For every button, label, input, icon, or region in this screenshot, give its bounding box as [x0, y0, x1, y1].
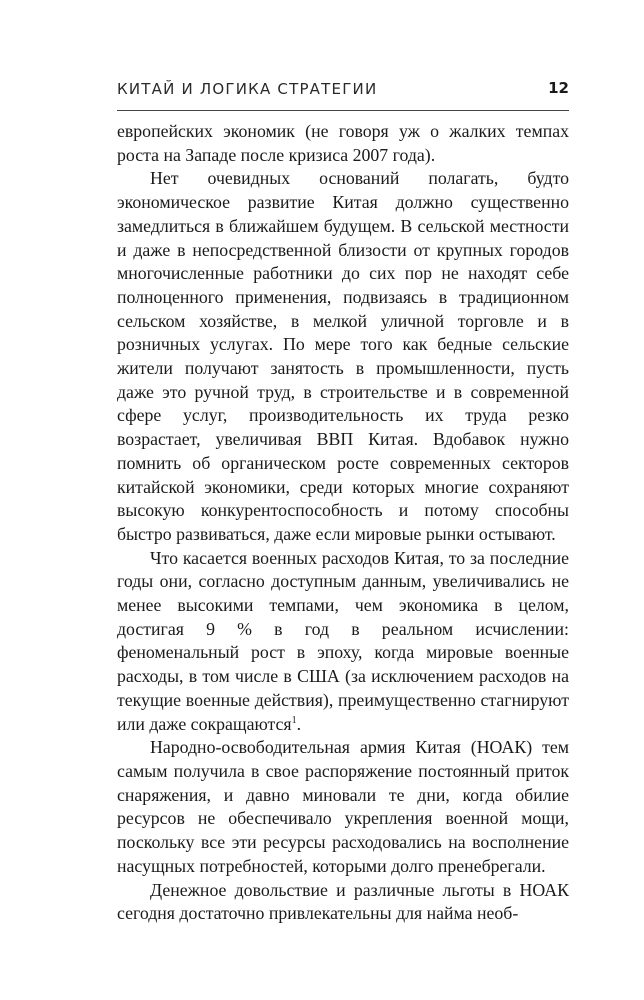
- paragraph-3: [117, 547, 569, 737]
- paragraph-2: Нет очевидных оснований полагать, будто экономическое развитие Китая должно существенно замедлиться в ближайшем будущем. В сельской местности и даже в непосредственной близости от крупных городов многочисленные работники до сих пор не находят себе полноценного применения, подвизаясь в традиционном сельском хозяйстве, в мелкой уличной торговле и в розничных услугах. По мере того как бедные сельские жители получают занятость в промышленности, пусть даже это ручной труд, в строительстве и в современной сфере услуг, производительность их труда резко возрастает, увеличивая ВВП Китая. Вдобавок нужно помнить об органическом росте современных секторов китайской экономики, среди которых многие сохраняют высокую конкурентоспособность и потому способны быстро развиваться, даже если мировые рынки остывают.: [117, 168, 569, 544]
- footnote-ref[interactable]: 1: [291, 714, 297, 726]
- body-text: [117, 120, 569, 926]
- header-rule: [117, 110, 569, 111]
- paragraph-5: Денежное довольствие и различные льготы в НОАК сегодня достаточно привлекательны для найма необ-: [117, 879, 569, 924]
- paragraph-3-text: Что касается военных расходов Китая, то за последние годы они, согласно доступным данным, увеличивались не менее высокими темпами, чем экономика в целом, достигая 9 % в год в реальном исчислении: феноменальный рост в эпоху, когда мировые военные расходы, в том числе в США (за исключением расходов на текущие военные действия), преимущественно стагнируют или даже сокращаются: [117, 547, 569, 734]
- running-title: КИТАЙ И ЛОГИКА СТРАТЕГИИ: [117, 80, 378, 98]
- page-number: 12: [548, 79, 569, 97]
- paragraph-3-tail: .: [296, 713, 302, 734]
- paragraph-1: европейских экономик (не говоря уж о жалких темпах роста на Западе после кризиса 2007 года).: [117, 121, 569, 165]
- running-header: [117, 80, 569, 104]
- paragraph-4: Народно-освободительная армия Китая (НОАК) тем самым получила в свое распоряжение постоянный приток снаряжения, и давно миновали те дни, когда обилие ресурсов не обеспечивало укрепления военной мощи, поскольку все эти ресурсы расходовались на восполнение насущных потребностей, которыми долго пренебрегали.: [117, 737, 569, 876]
